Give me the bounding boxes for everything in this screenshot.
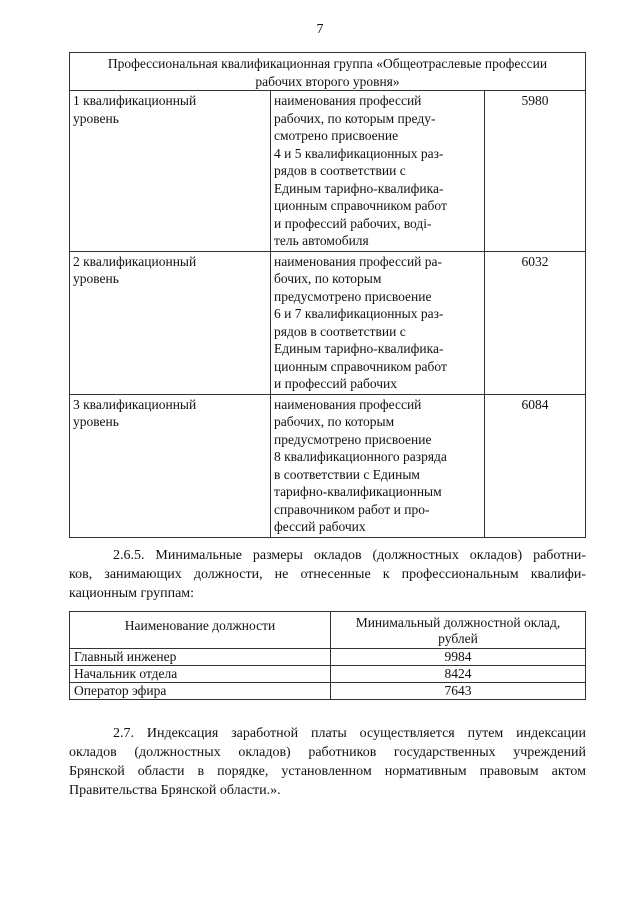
qualification-group-table [69, 52, 586, 538]
description-line: бочих, по которым [274, 271, 382, 286]
level-line: 1 квалификационный [73, 93, 197, 108]
paragraph-line: ков, занимающих должности, не отнесенные к профессиональным квалифи- [69, 567, 586, 582]
description-line: 8 квалификационного разряда [274, 449, 447, 464]
table-row [70, 251, 586, 394]
paragraph-line: кационным группам: [69, 586, 195, 601]
header-line: рабочих второго уровня» [255, 73, 400, 89]
profession-description [271, 394, 485, 537]
paragraph-line: 2.6.5. Минимальные размеры окладов (должностных окладов) работни- [113, 548, 586, 563]
position-name: Начальник отдела [70, 666, 331, 683]
table-header-row [70, 612, 586, 649]
description-line: ционным справочником работ [274, 198, 447, 213]
description-line: рядов в соответствии с [274, 323, 406, 339]
table-row [70, 649, 586, 666]
level-line: 3 квалификационный [73, 396, 197, 412]
paragraph-line: окладов (должностных окладов) работников государственных учреждений [69, 745, 586, 760]
salary-column-header [331, 612, 586, 649]
description-line: наименования профессий ра- [274, 253, 443, 269]
description-line: тарифно-квалификационным [274, 484, 442, 499]
description-line: фессий рабочих [274, 519, 366, 534]
description-line: рабочих, по которым [274, 414, 395, 429]
description-line: в соответствии с Единым [274, 466, 420, 482]
header-line: рублей [438, 631, 478, 646]
description-line: и профессий рабочих, водi- [274, 215, 432, 231]
level-line: уровень [73, 271, 119, 286]
page-number: 7 [316, 22, 324, 37]
qualification-group-title [70, 53, 586, 91]
description-line: Единым тарифно-квалифика- [274, 341, 444, 356]
description-line: предусмотрено присвоение [274, 431, 432, 447]
description-line: наименования профессий [274, 396, 422, 412]
paragraph-line: Правительства Брянской области.». [69, 783, 281, 798]
table-header-row [70, 53, 586, 91]
table-row [70, 394, 586, 537]
level-line: уровень [73, 110, 119, 126]
table-row [70, 91, 586, 252]
position-salary-table [69, 611, 586, 700]
description-line: тель автомобиля [274, 233, 369, 248]
table-row [70, 666, 586, 683]
description-line: ционным справочником работ [274, 358, 447, 374]
salary-value: 9984 [331, 649, 586, 666]
description-line: предусмотрено присвоение [274, 288, 432, 304]
header-line: Профессиональная квалификационная группа «Общеотраслевые профессии [107, 56, 548, 71]
description-line: 6 и 7 квалификационных раз- [274, 306, 444, 321]
position-column-header: Наименование должности [70, 612, 331, 649]
description-line: рядов в соответствии с [274, 163, 406, 178]
salary-value: 6032 [485, 251, 586, 394]
level-line: уровень [73, 414, 119, 429]
profession-description [271, 91, 485, 252]
description-line: наименования профессий [274, 93, 422, 108]
profession-description [271, 251, 485, 394]
description-line: справочником работ и про- [274, 501, 430, 517]
paragraph-line: 2.7. Индексация заработной платы осуществляется путем индексации [113, 726, 586, 741]
qualification-level [70, 394, 271, 537]
qualification-level [70, 91, 271, 252]
description-line: Единым тарифно-квалифика- [274, 180, 444, 196]
description-line: 4 и 5 квалификационных раз- [274, 145, 444, 161]
header-line: Минимальный должностной оклад, [355, 615, 561, 630]
description-line: смотрено присвоение [274, 128, 399, 143]
paragraph-2-6-5 [69, 546, 586, 603]
salary-value: 8424 [331, 666, 586, 683]
salary-value: 5980 [485, 91, 586, 252]
paragraph-line: Брянской области в порядке, установленном нормативным правовым актом [69, 764, 586, 779]
description-line: и профессий рабочих [274, 376, 397, 391]
salary-value: 6084 [485, 394, 586, 537]
paragraph-2-7 [69, 724, 586, 800]
position-name: Оператор эфира [70, 683, 331, 700]
salary-value: 7643 [331, 683, 586, 700]
position-name: Главный инженер [70, 649, 331, 666]
table-row [70, 683, 586, 700]
level-line: 2 квалификационный [73, 253, 197, 269]
qualification-level [70, 251, 271, 394]
description-line: рабочих, по которым преду- [274, 110, 436, 126]
